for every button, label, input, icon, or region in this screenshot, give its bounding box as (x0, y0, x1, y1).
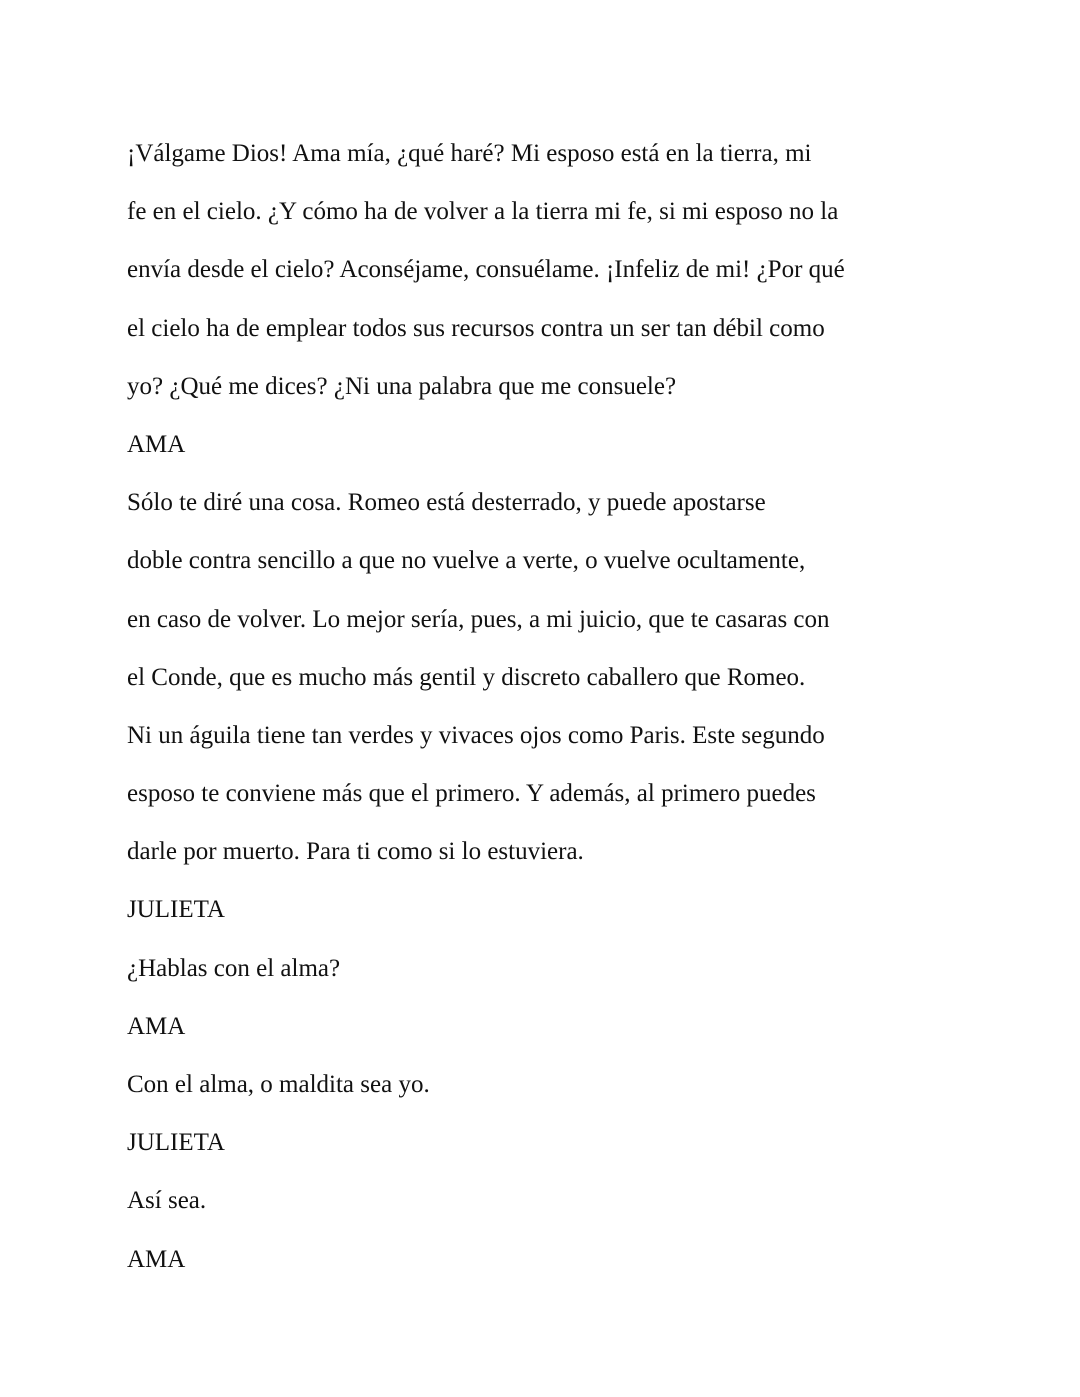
dialogue-line: en caso de volver. Lo mejor sería, pues, a mi juicio, que te casaras con (127, 605, 830, 633)
dialogue-line: fe en el cielo. ¿Y cómo ha de volver a la tierra mi fe, si mi esposo no la (127, 198, 839, 226)
play-text (127, 125, 947, 1289)
dialogue-line: ¿Hablas con el alma? (127, 954, 341, 982)
dialogue-line: envía desde el cielo? Aconséjame, consuélame. ¡Infeliz de mi! ¿Por qué (127, 256, 845, 284)
speaker-name: JULIETA (127, 896, 225, 924)
dialogue-line: el Conde, que es mucho más gentil y discreto caballero que Romeo. (127, 663, 806, 691)
dialogue-line: ¡Válgame Dios! Ama mía, ¿qué haré? Mi esposo está en la tierra, mi (127, 140, 812, 167)
dialogue-line: esposo te conviene más que el primero. Y además, al primero puedes (127, 780, 816, 808)
dialogue-line: doble contra sencillo a que no vuelve a verte, o vuelve ocultamente, (127, 547, 806, 575)
dialogue-line: Sólo te diré una cosa. Romeo está desterrado, y puede apostarse (127, 489, 766, 517)
dialogue-line: darle por muerto. Para ti como si lo estuviera. (127, 838, 584, 866)
dialogue-line: yo? ¿Qué me dices? ¿Ni una palabra que me consuele? (127, 372, 677, 400)
dialogue-line: el cielo ha de emplear todos sus recursos contra un ser tan débil como (127, 314, 825, 342)
dialogue-line: Ni un águila tiene tan verdes y vivaces ojos como Paris. Este segundo (127, 721, 825, 749)
speaker-name: AMA (127, 430, 186, 458)
dialogue-line: Así sea. (127, 1187, 207, 1215)
dialogue-line: Con el alma, o maldita sea yo. (127, 1071, 430, 1098)
speaker-name: AMA (127, 1245, 186, 1273)
speaker-name: JULIETA (127, 1129, 225, 1157)
speaker-name: AMA (127, 1012, 186, 1040)
